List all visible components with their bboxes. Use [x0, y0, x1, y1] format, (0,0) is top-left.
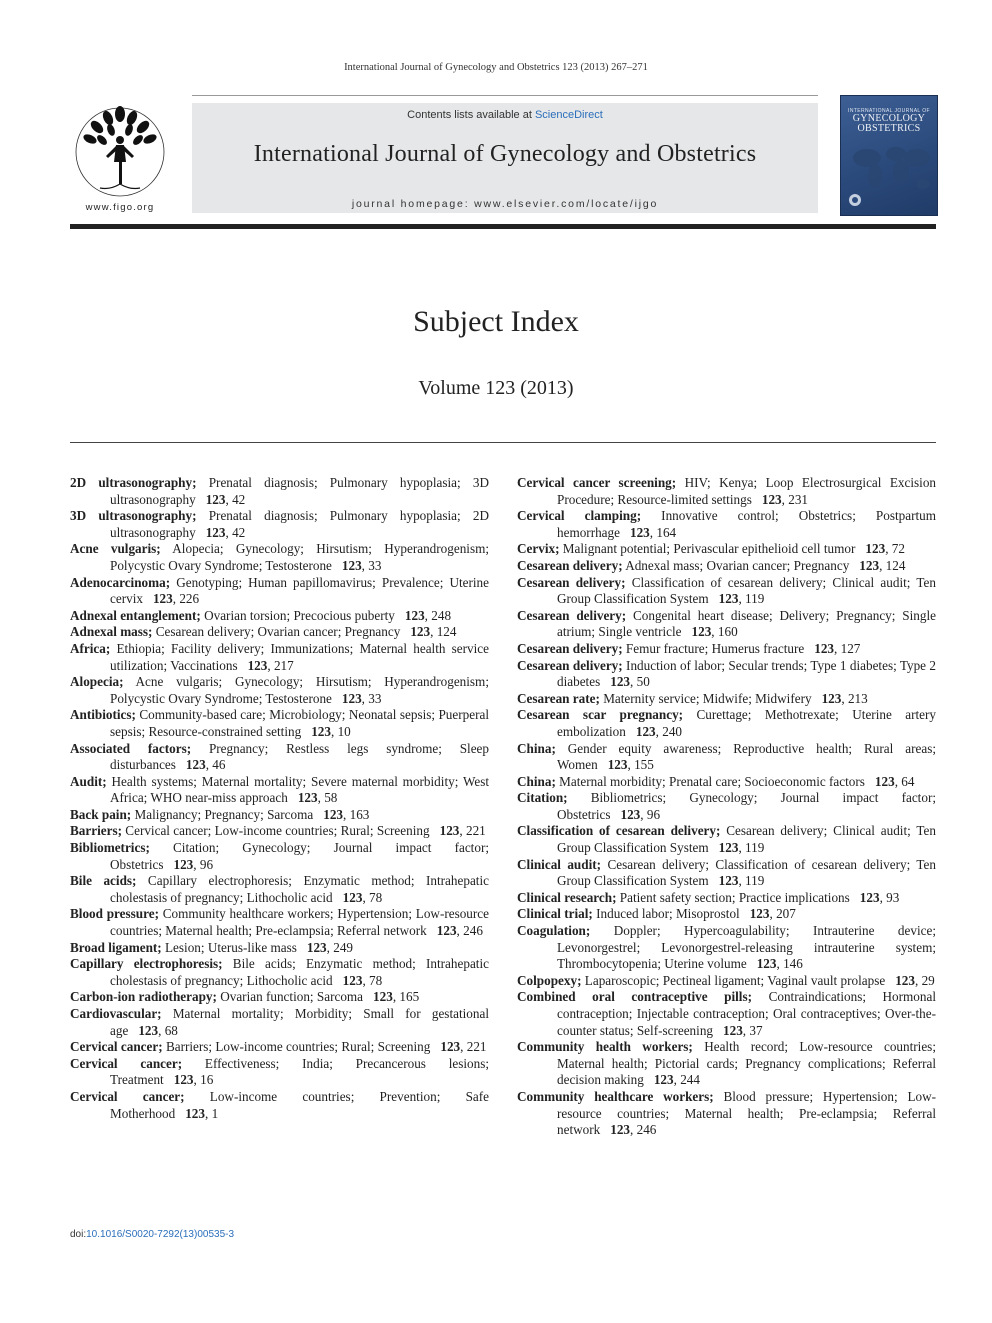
index-term: Cervical clamping; [517, 508, 642, 524]
index-volume: 123 [859, 889, 880, 905]
index-volume: 123 [761, 491, 782, 507]
index-keywords: Doppler; Hypercoagulability; Intrauterine device; Levonorgestrel; Levonorgestrel-releasing intrauterine system; Thrombocytopenia; Uterine volume [557, 923, 936, 972]
index-term: Citation; [517, 790, 568, 806]
index-term: Clinical trial; [517, 906, 593, 922]
index-locator [723, 1023, 763, 1038]
doi-prefix: doi: [70, 1229, 87, 1240]
index-term: Community health workers; [517, 1039, 693, 1055]
index-term: Community healthcare workers; [517, 1088, 714, 1104]
index-entry [70, 873, 489, 906]
index-entry [70, 641, 489, 674]
index-entry [517, 641, 936, 658]
index-page: , 164 [649, 524, 677, 540]
index-page: , 165 [392, 989, 420, 1005]
index-term: Blood pressure; [70, 906, 159, 922]
index-keywords: Innovative control; Obstetrics; Postpartum hemorrhage [557, 508, 937, 540]
index-keywords: Gender equity awareness; Reproductive health; Rural areas; Women [557, 740, 936, 773]
volume-label: Volume 123 (2013) [418, 377, 574, 399]
index-keywords: Induction of labor; Secular trends; Type 1 diabetes; Type 2 diabetes [557, 657, 936, 690]
index-term: Colpopexy; [517, 972, 582, 988]
index-entry [517, 558, 936, 575]
index-volume: 123 [635, 723, 656, 739]
index-entry [517, 691, 936, 708]
index-volume: 123 [718, 840, 739, 856]
index-term: Cesarean rate; [517, 690, 600, 706]
index-keywords: Lesion; Uterus-like mass [165, 939, 297, 955]
index-volume: 123 [185, 757, 206, 773]
index-term: Adnexal entanglement; [70, 607, 201, 623]
index-term: Associated factors; [70, 740, 192, 756]
index-page: , 68 [158, 1022, 178, 1038]
index-entry [517, 857, 936, 890]
index-entry [517, 1089, 936, 1139]
index-volume: 123 [410, 624, 431, 640]
index-term: Cesarean delivery; [517, 657, 623, 673]
index-entry [517, 1039, 936, 1089]
index-volume: 123 [173, 1072, 194, 1088]
index-page: , 33 [361, 557, 382, 573]
index-page: , 146 [776, 956, 803, 972]
cover-small-text: INTERNATIONAL JOURNAL OF [848, 108, 930, 114]
index-entry [517, 906, 936, 923]
index-term: 2D ultrasonography; [70, 475, 197, 490]
figo-logo [70, 100, 170, 216]
index-page: , 96 [640, 806, 661, 822]
page-title: Subject Index [413, 305, 579, 338]
index-entry [70, 741, 489, 774]
index-locator [636, 724, 682, 739]
index-locator [620, 807, 660, 822]
index-keywords: Prenatal diagnosis; Pulmonary hypoplasia; 2D ultrasonography [110, 508, 490, 540]
title-divider [70, 442, 936, 443]
index-locator [630, 525, 676, 540]
index-page: , 226 [172, 591, 200, 607]
index-entry [517, 575, 936, 608]
index-page: , 155 [627, 757, 654, 773]
index-page: , 124 [879, 557, 906, 573]
index-term: Cervix; [517, 541, 560, 557]
index-locator [608, 757, 654, 772]
index-term: Cervical cancer; [70, 1088, 185, 1104]
index-page: , 50 [630, 674, 650, 690]
index-keywords: Cesarean delivery; Ovarian cancer; Pregnancy [155, 624, 401, 640]
index-page: , 16 [193, 1072, 214, 1088]
index-page: , 217 [267, 657, 294, 673]
index-entry [70, 575, 489, 608]
index-page: , 240 [655, 723, 683, 739]
index-volume: 123 [749, 906, 770, 922]
index-entry [70, 1006, 489, 1039]
index-term: Africa; [70, 640, 111, 656]
index-keywords: Maternity service; Midwife; Midwifery [603, 690, 812, 706]
index-locator [654, 1072, 700, 1087]
index-keywords: Community-based care; Microbiology; Neonatal sepsis; Puerperal sepsis; Resource-constrained setting [110, 707, 489, 739]
index-volume: 123 [373, 989, 393, 1005]
index-entry [70, 475, 489, 508]
index-locator [298, 790, 338, 805]
index-entry [517, 774, 936, 791]
journal-header-box [192, 103, 818, 213]
index-term: Barriers; [70, 823, 122, 839]
index-term: Audit; [70, 773, 107, 789]
index-term: Cardiovascular; [70, 1006, 162, 1021]
doi-footer [70, 1229, 234, 1240]
index-volume: 123 [342, 972, 363, 988]
index-keywords: Maternal mortality; Morbidity; Small for gestational age [110, 1006, 489, 1038]
index-volume: 123 [138, 1022, 159, 1038]
index-volume: 123 [723, 1022, 743, 1038]
index-keywords: Congenital heart disease; Delivery; Pregnancy; Single atrium; Single ventricle [557, 607, 936, 640]
index-term: Back pain; [70, 806, 132, 822]
index-keywords: Curettage; Methotrexate; Uterine artery embolization [557, 707, 936, 739]
index-term: Coagulation; [517, 923, 591, 939]
index-volume: 123 [610, 674, 630, 690]
index-entry [517, 823, 936, 856]
index-page: , 221 [460, 1039, 487, 1055]
index-term: Alopecia; [70, 674, 124, 690]
index-entry [70, 1039, 489, 1056]
figo-url[interactable]: www.figo.org [85, 202, 155, 213]
index-locator [440, 823, 486, 838]
index-page: , 119 [738, 840, 765, 856]
index-volume: 123 [306, 939, 327, 955]
index-entry [517, 658, 936, 691]
index-keywords: Malignancy; Pregnancy; Sarcoma [134, 806, 314, 822]
index-locator [692, 624, 738, 639]
index-volume: 123 [436, 923, 457, 939]
index-keywords: Cervical cancer; Low-income countries; Rural; Screening [125, 823, 430, 839]
index-keywords: Maternal morbidity; Prenatal care; Socioeconomic factors [559, 773, 865, 789]
index-page: , 231 [781, 491, 808, 507]
header-top-rule [192, 95, 818, 96]
index-locator [373, 989, 419, 1004]
index-volume: 123 [653, 1072, 674, 1088]
index-locator [153, 591, 199, 606]
index-term: Cesarean scar pregnancy; [517, 707, 684, 723]
index-keywords: Ovarian torsion; Precocious puberty [204, 607, 395, 623]
index-volume: 123 [756, 956, 777, 972]
index-entry [70, 956, 489, 989]
sciencedirect-link[interactable]: ScienceDirect [534, 109, 603, 121]
index-page: , 246 [456, 923, 483, 939]
index-term: Carbon-ion radiotherapy; [70, 989, 217, 1005]
index-volume: 123 [173, 856, 194, 872]
index-page: , 221 [459, 823, 486, 839]
index-locator [410, 624, 456, 639]
index-volume: 123 [205, 491, 226, 507]
index-locator [343, 890, 383, 905]
index-volume: 123 [718, 591, 739, 607]
index-page: , 42 [225, 491, 246, 507]
index-locator [859, 558, 905, 573]
index-term: Clinical audit; [517, 856, 602, 872]
index-entry [517, 973, 936, 990]
index-page: , 207 [769, 906, 796, 922]
index-keywords: Capillary electrophoresis; Enzymatic method; Intrahepatic cholestasis of pregnancy; Lithocholic acid [110, 873, 489, 905]
index-locator [173, 857, 213, 872]
index-locator [311, 724, 351, 739]
index-term: Classification of cesarean delivery; [517, 823, 721, 839]
index-entry [70, 989, 489, 1006]
index-page: , 127 [834, 640, 861, 656]
index-keywords: Adnexal mass; Ovarian cancer; Pregnancy [625, 557, 850, 573]
index-entry [517, 541, 936, 558]
index-keywords: Bibliometrics; Gynecology; Journal impact factor; Obstetrics [557, 790, 937, 822]
index-page: , 78 [362, 889, 383, 905]
index-column-left [70, 475, 489, 1122]
index-page: , 119 [738, 591, 765, 607]
index-volume: 123 [865, 541, 886, 557]
index-page: , 160 [711, 624, 738, 640]
index-keywords: Citation; Gynecology; Journal impact factor; Obstetrics [110, 840, 489, 872]
index-keywords: HIV; Kenya; Loop Electrosurgical Excision Procedure; Resource-limited settings [557, 475, 937, 507]
index-volume: 123 [718, 873, 739, 889]
index-keywords: Community healthcare workers; Hypertension; Low-resource countries; Maternal health; Pre-eclampsia; Referral network [110, 906, 490, 939]
index-keywords: Health systems; Maternal mortality; Severe maternal morbidity; West Africa; WHO near-miss approach [110, 773, 490, 806]
index-volume: 123 [874, 773, 895, 789]
index-entry [70, 823, 489, 840]
index-entry [70, 906, 489, 939]
index-keywords: Ovarian function; Sarcoma [220, 989, 364, 1005]
index-term: Clinical research; [517, 889, 617, 905]
index-entry [517, 707, 936, 740]
contents-line [192, 109, 818, 121]
index-term: Combined oral contraceptive pills; [517, 989, 752, 1005]
index-keywords: Ethiopia; Facility delivery; Immunizations; Maternal health service utilization; Vaccinations [110, 640, 489, 673]
cover-title [841, 114, 937, 134]
contents-prefix: Contents lists available at [407, 109, 535, 121]
index-volume: 123 [341, 690, 362, 706]
index-entry [517, 475, 936, 508]
index-locator [186, 757, 226, 772]
journal-homepage[interactable]: journal homepage: www.elsevier.com/locate/ijgo [351, 198, 659, 210]
index-entry [70, 508, 489, 541]
index-entry [517, 508, 936, 541]
index-entry [70, 707, 489, 740]
index-volume: 123 [342, 889, 363, 905]
index-entry [70, 1056, 489, 1089]
index-term: China; [517, 773, 556, 789]
index-keywords: Femur fracture; Humerus fracture [625, 640, 805, 656]
index-locator [342, 558, 382, 573]
index-page: , 37 [742, 1022, 763, 1038]
index-volume: 123 [814, 640, 835, 656]
index-entry [517, 608, 936, 641]
index-locator [750, 906, 796, 921]
index-term: Bibliometrics; [70, 840, 150, 856]
index-page: , 1 [204, 1105, 219, 1121]
index-entry [517, 989, 936, 1039]
index-page: , 213 [841, 690, 868, 706]
index-keywords: Barriers; Low-income countries; Rural; Screening [165, 1039, 431, 1055]
index-term: Adenocarcinoma; [70, 574, 171, 590]
figo-tree-icon [70, 100, 170, 200]
index-page: , 42 [225, 524, 246, 540]
index-page: , 93 [879, 889, 900, 905]
index-keywords: Health record; Low-resource countries; Maternal health; Pictorial cards; Pregnancy complications; Referral decision making [557, 1039, 936, 1088]
index-locator [206, 492, 246, 507]
index-term: 3D ultrasonography; [70, 508, 197, 524]
index-entry [70, 1089, 489, 1122]
index-volume: 123 [341, 557, 362, 573]
index-volume: 123 [895, 972, 915, 988]
index-page: , 29 [914, 972, 935, 988]
index-page: , 33 [361, 690, 382, 706]
index-keywords: Induced labor; Misoprostol [596, 906, 740, 922]
index-entry [70, 840, 489, 873]
index-volume: 123 [607, 757, 628, 773]
index-page: , 248 [424, 607, 452, 623]
index-volume: 123 [691, 624, 712, 640]
index-keywords: Cesarean delivery; Classification of cesarean delivery; Ten Group Classification System [557, 856, 936, 889]
index-entry [517, 923, 936, 973]
index-entry [517, 890, 936, 907]
index-locator [719, 873, 765, 888]
index-entry [70, 541, 489, 574]
index-entry [517, 741, 936, 774]
index-keywords: Low-income countries; Prevention; Safe Motherhood [110, 1088, 489, 1121]
index-term: Cesarean delivery; [517, 574, 626, 590]
index-locator [895, 973, 935, 988]
index-locator [875, 774, 915, 789]
index-entry [70, 674, 489, 707]
index-volume: 123 [205, 524, 226, 540]
index-page: , 249 [326, 939, 354, 955]
index-locator [206, 525, 246, 540]
index-locator [440, 1039, 486, 1054]
index-locator [185, 1106, 218, 1121]
index-volume: 123 [311, 723, 331, 739]
index-page: , 246 [630, 1122, 657, 1138]
index-volume: 123 [440, 1039, 461, 1055]
index-page: , 64 [894, 773, 915, 789]
index-page: , 96 [193, 856, 214, 872]
index-volume: 123 [439, 823, 460, 839]
index-locator [757, 956, 803, 971]
index-term: Cesarean delivery; [517, 607, 627, 623]
index-keywords: Classification of cesarean delivery; Clinical audit; Ten Group Classification System [557, 574, 936, 607]
index-entry [70, 940, 489, 957]
index-locator [342, 691, 382, 706]
index-keywords: Blood pressure; Hypertension; Low-resource countries; Maternal health; Pre-eclampsia; Referral network [557, 1088, 937, 1138]
index-keywords: Contraindications; Hormonal contraception; Injectable contraception; Oral contraceptives; Over-the-counter status; Self-screening [557, 989, 937, 1038]
journal-cover-thumbnail [840, 95, 938, 216]
index-keywords: Alopecia; Gynecology; Hirsutism; Hyperandrogenism; Polycystic Ovary Syndrome; Testosterone [110, 541, 490, 573]
header-thick-rule [70, 224, 936, 229]
index-locator [138, 1023, 178, 1038]
index-volume: 123 [610, 1122, 630, 1138]
index-volume: 123 [297, 790, 318, 806]
index-keywords: Acne vulgaris; Gynecology; Hirsutism; Hyperandrogenism; Polycystic Ovary Syndrome; Testosterone [110, 674, 489, 706]
index-page: , 58 [317, 790, 338, 806]
index-term: Cesarean delivery; [517, 640, 623, 656]
index-column-right [517, 475, 936, 1139]
index-page: , 163 [343, 806, 370, 822]
index-entry [517, 790, 936, 823]
index-locator [719, 840, 765, 855]
index-page: , 10 [330, 723, 351, 739]
index-term: Capillary electrophoresis; [70, 956, 223, 972]
index-term: Acne vulgaris; [70, 541, 161, 557]
index-keywords: Patient safety section; Practice implications [619, 889, 850, 905]
index-volume: 123 [323, 806, 343, 822]
index-locator [610, 1122, 656, 1137]
index-volume: 123 [152, 591, 173, 607]
index-locator [307, 940, 353, 955]
cover-title-line2: OBSTETRICS [857, 123, 921, 134]
index-locator [865, 541, 905, 556]
index-keywords: Effectiveness; India; Precancerous lesions; Treatment [110, 1055, 490, 1088]
index-term: Cervical cancer; [70, 1039, 163, 1055]
index-locator [405, 608, 451, 623]
index-entry [70, 774, 489, 807]
index-page: , 46 [205, 757, 226, 773]
index-keywords: Pregnancy; Restless legs syndrome; Sleep disturbances [110, 740, 490, 773]
index-locator [719, 591, 765, 606]
cover-title-line1: GYNECOLOGY [852, 113, 926, 124]
index-locator [323, 807, 369, 822]
index-term: China; [517, 740, 556, 756]
journal-title: International Journal of Gynecology and Obstetrics [253, 141, 757, 167]
index-locator [814, 641, 860, 656]
index-locator [174, 1072, 214, 1087]
index-volume: 123 [247, 657, 268, 673]
index-keywords: Cesarean delivery; Clinical audit; Ten Group Classification System [557, 823, 937, 856]
index-volume: 123 [620, 806, 641, 822]
index-locator [343, 973, 383, 988]
index-term: Cervical cancer screening; [517, 475, 677, 490]
index-volume: 123 [859, 557, 880, 573]
index-locator [248, 658, 294, 673]
index-page: , 124 [430, 624, 457, 640]
index-term: Broad ligament; [70, 939, 162, 955]
index-term: Adnexal mass; [70, 624, 153, 640]
index-volume: 123 [404, 607, 425, 623]
index-keywords: Bile acids; Enzymatic method; Intrahepatic cholestasis of pregnancy; Lithocholic acid [110, 956, 489, 988]
journal-citation: International Journal of Gynecology and Obstetrics 123 (2013) 267–271 [344, 62, 648, 73]
index-entry [70, 608, 489, 625]
index-page: , 244 [673, 1072, 700, 1088]
index-term: Cesarean delivery; [517, 557, 623, 573]
index-volume: 123 [629, 524, 650, 540]
index-page: , 72 [885, 541, 905, 557]
index-volume: 123 [185, 1105, 205, 1121]
index-locator [437, 923, 483, 938]
index-term: Bile acids; [70, 873, 137, 889]
index-keywords: Laparoscopic; Pectineal ligament; Vaginal vault prolapse [584, 972, 886, 988]
index-keywords: Genotyping; Human papillomavirus; Prevalence; Uterine cervix [110, 574, 489, 607]
index-locator [822, 691, 868, 706]
index-locator [610, 674, 650, 689]
index-volume: 123 [821, 690, 842, 706]
index-locator [762, 492, 808, 507]
index-page: , 78 [362, 972, 383, 988]
doi-link[interactable]: 10.1016/S0020-7292(13)00535-3 [86, 1229, 235, 1240]
index-keywords: Malignant potential; Perivascular epithelioid cell tumor [562, 541, 856, 557]
index-term: Antibiotics; [70, 707, 136, 723]
index-entry [70, 624, 489, 641]
index-term: Cervical cancer; [70, 1055, 183, 1071]
index-locator [860, 890, 900, 905]
index-entry [70, 807, 489, 824]
index-keywords: Prenatal diagnosis; Pulmonary hypoplasia; 3D ultrasonography [110, 475, 490, 507]
index-page: , 119 [738, 873, 765, 889]
